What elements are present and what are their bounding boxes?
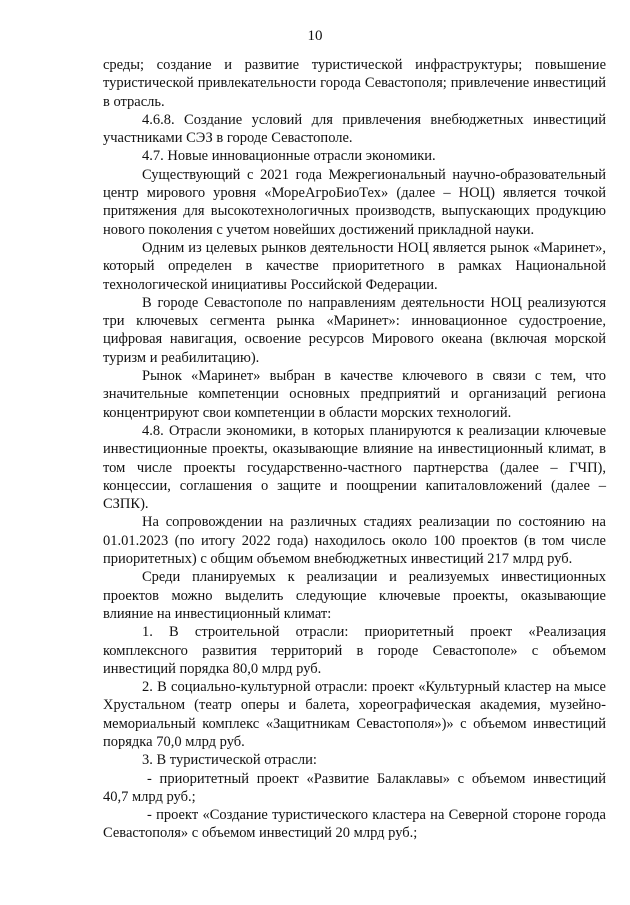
document-body [103, 56, 606, 843]
list-item: 3. В туристической отрасли: [142, 752, 317, 769]
bullet-item: - проект «Создание туристического кластера на Северной стороне города Севастополя» с объемом инвестиций 20 млрд руб.; [103, 807, 606, 842]
paragraph: среды; создание и развитие туристической инфраструктуры; повышение туристической привлекательности города Севастополя; привлечение инвестиций в отрасль. [103, 57, 606, 110]
paragraph: В городе Севастополе по направлениям деятельности НОЦ реализуются три ключевых сегмента рынка «Маринет»: инновационное судостроение, цифровая навигация, освоение ресурсов Мирового океана (включая морской туризм и реабилитацию). [103, 294, 606, 366]
paragraph: Одним из целевых рынков деятельности НОЦ является рынок «Маринет», который определен в качестве приоритетного в рамках Национальной технологической инициативы Российской Федерации. [103, 239, 606, 293]
bullet-item: - приоритетный проект «Развитие Балаклавы» с объемом инвестиций 40,7 млрд руб.; [103, 770, 606, 805]
paragraph: 4.6.8. Создание условий для привлечения внебюджетных инвестиций участниками СЭЗ в городе Севастополе. [103, 111, 606, 147]
section-heading: 4.7. Новые инновационные отрасли экономики. [142, 148, 436, 165]
paragraph: Рынок «Маринет» выбран в качестве ключевого в связи с тем, что значительные компетенции основных предприятий и организаций региона концентрируют свои компетенции в области морских технологий. [103, 368, 606, 421]
list-item: 1. В строительной отрасли: приоритетный проект «Реализация комплексного развития территорий в городе Севастополе» с объемом инвестиций порядка 80,0 млрд руб. [103, 624, 606, 677]
list-item: 2. В социально-культурной отрасли: проект «Культурный кластер на мысе Хрустальном (театр оперы и балета, хореографическая академия, музейно-мемориальный комплекс «Защитникам Севастополя»)» с объемом инвестиций порядка 70,0 млрд руб. [103, 679, 606, 750]
paragraph: 4.8. Отрасли экономики, в которых планируются к реализации ключевые инвестиционные проекты, оказывающие влияние на инвестиционный климат, в том числе проекты государственно-частного партнерства (далее – ГЧП), концессии, соглашения о защите и поощрении капиталовложений (далее – СЗПК). [103, 422, 606, 513]
paragraph: На сопровождении на различных стадиях реализации по состоянию на 01.01.2023 (по итогу 2022 года) находилось около 100 проектов (в том числе приоритетных) с общим объемом внебюджетных инвестиций 217 млрд руб. [103, 514, 606, 568]
paragraph: Существующий с 2021 года Межрегиональный научно-образовательный центр мирового уровня «МореАгроБиоТех» (далее – НОЦ) является точкой притяжения для высокотехнологичных производств, выпускающих продукцию нового поколения с учетом новейших достижений прикладной науки. [103, 166, 606, 238]
page-number: 10 [307, 28, 323, 44]
paragraph: Среди планируемых к реализации и реализуемых инвестиционных проектов можно выделить следующие ключевые проекты, оказывающие влияние на инвестиционный климат: [103, 569, 606, 622]
